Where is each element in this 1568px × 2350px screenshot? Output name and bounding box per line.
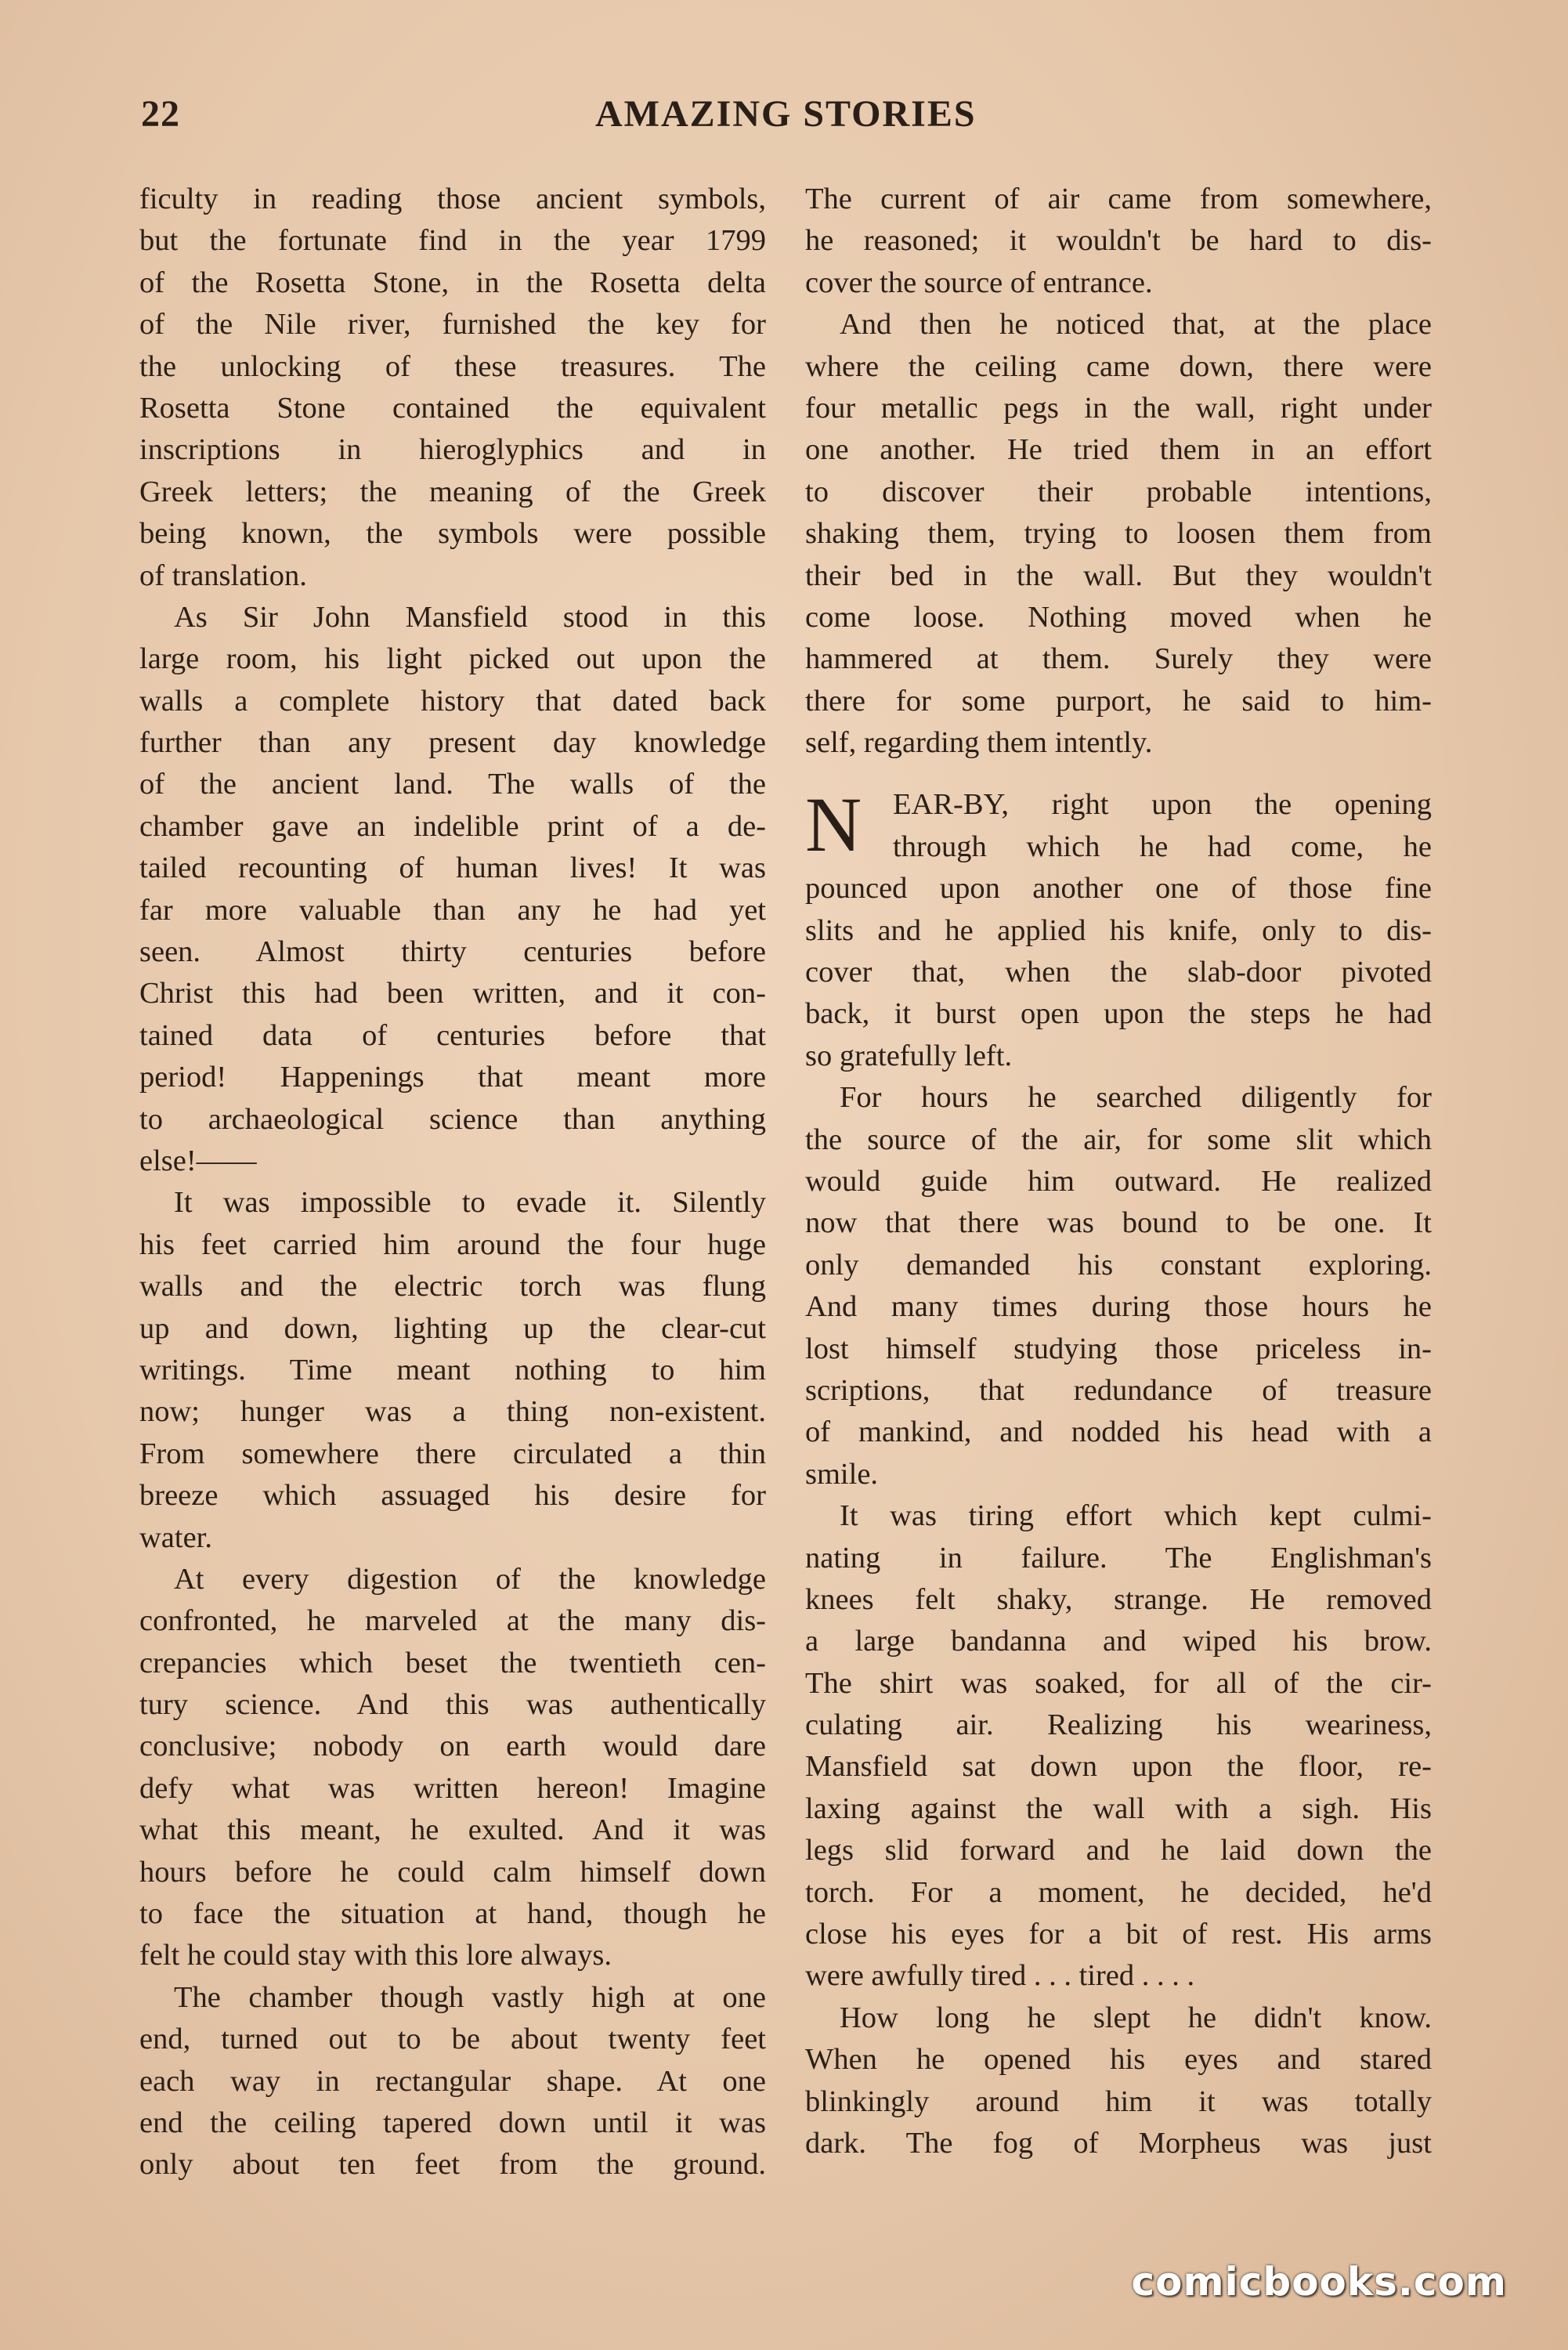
text-line: else!—— (139, 1144, 257, 1177)
text-line: back, it burst open upon the steps he had (805, 997, 1432, 1031)
text-line: defy what was written hereon! Imagine (139, 1771, 766, 1805)
text-line: And then he noticed that, at the place (840, 308, 1432, 342)
dropcap-letter: N (805, 781, 862, 869)
text-line: It was tiring effort which kept culmi- (840, 1499, 1432, 1533)
text-line: torch. For a moment, he decided, he'd (805, 1875, 1432, 1909)
text-line: slits and he applied his knife, only to dis- (805, 913, 1432, 947)
page-header (141, 92, 1433, 147)
text-line: walls and the electric torch was flung (139, 1270, 766, 1303)
text-line: pounced upon another one of those fine (805, 872, 1432, 906)
text-line: tury science. And this was authentically (139, 1688, 766, 1722)
text-line: the unlocking of these treasures. The (139, 349, 766, 383)
text-line: his feet carried him around the four huge (139, 1227, 766, 1261)
text-line: large room, his light picked out upon the (139, 642, 766, 676)
text-line: so gratefully left. (805, 1039, 1013, 1072)
text-line: a large bandanna and wiped his brow. (805, 1625, 1432, 1658)
text-line: water. (139, 1520, 212, 1554)
text-line: writings. Time meant nothing to him (139, 1353, 766, 1386)
text-line: walls a complete history that dated back (139, 684, 766, 718)
text-line: up and down, lighting up the clear-cut (139, 1311, 766, 1345)
text-line: being known, the symbols were possible (139, 517, 766, 551)
text-line: legs slid forward and he laid down the (805, 1834, 1432, 1867)
text-line: Christ this had been written, and it con- (139, 977, 766, 1010)
text-line: breeze which assuaged his desire for (139, 1479, 766, 1513)
text-line: The chamber though vastly high at one (174, 1980, 766, 2014)
text-line: end, turned out to be about twenty feet (139, 2023, 766, 2056)
text-line: period! Happenings that meant more (139, 1061, 766, 1094)
text-line: only about ten feet from the ground. (139, 2148, 766, 2182)
text-line: self, regarding them intently. (805, 726, 1153, 760)
text-line: further than any present day knowledge (139, 726, 766, 760)
text-line: where the ceiling came down, there were (805, 349, 1432, 383)
text-line: scriptions, that redundance of treasure (805, 1373, 1432, 1407)
text-line: ficulty in reading those ancient symbols, (139, 183, 766, 215)
text-line: From somewhere there circulated a thin (139, 1437, 766, 1470)
text-line: their bed in the wall. But they wouldn't (805, 559, 1432, 592)
text-line: tained data of centuries before that (139, 1018, 766, 1052)
text-line: Greek letters; the meaning of the Greek (139, 475, 766, 508)
site-watermark: comicbooks.com (1131, 2259, 1507, 2305)
text-line: How long he slept he didn't know. (840, 2001, 1432, 2034)
text-line: he reasoned; it wouldn't be hard to dis- (805, 224, 1432, 258)
text-line: Rosetta Stone contained the equivalent (139, 391, 766, 425)
text-line: felt he could stay with this lore always. (139, 1939, 612, 1972)
text-line: each way in rectangular shape. At one (139, 2064, 766, 2098)
page-number: 22 (141, 93, 180, 135)
text-line: crepancies which beset the twentieth cen- (139, 1646, 766, 1679)
text-line: would guide him outward. He realized (805, 1164, 1432, 1198)
text-line: nating in failure. The Englishman's (805, 1541, 1432, 1574)
text-line: hours before he could calm himself down (139, 1855, 766, 1889)
text-line: but the fortunate find in the year 1799 (139, 224, 766, 258)
text-line: laxing against the wall with a sigh. His (805, 1791, 1432, 1825)
text-line: When he opened his eyes and stared (805, 2043, 1432, 2077)
text-line: Mansfield sat down upon the floor, re- (805, 1750, 1432, 1784)
text-line: It was impossible to evade it. Silently (174, 1186, 766, 1220)
text-line: conclusive; nobody on earth would dare (139, 1730, 766, 1763)
text-line: were awfully tired . . . tired . . . . (805, 1959, 1195, 1993)
text-line: tailed recounting of human lives! It was (139, 851, 766, 885)
text-line: lost himself studying those priceless in- (805, 1332, 1432, 1365)
running-title: AMAZING STORIES (595, 93, 977, 135)
text-line: hammered at them. Surely they were (805, 642, 1432, 676)
text-line: blinkingly around him it was totally (805, 2084, 1432, 2118)
text-line: inscriptions in hieroglyphics and in (139, 433, 766, 467)
text-line: to discover their probable intentions, (805, 475, 1432, 508)
text-line: now; hunger was a thing non-existent. (139, 1395, 766, 1429)
text-line: culating air. Realizing his weariness, (805, 1708, 1432, 1742)
text-line: of mankind, and nodded his head with a (805, 1415, 1432, 1449)
text-line: confronted, he marveled at the many dis- (139, 1604, 766, 1638)
text-line: And many times during those hours he (805, 1290, 1432, 1324)
text-line: now that there was bound to be one. It (805, 1206, 1432, 1240)
text-line: of translation. (139, 559, 307, 592)
right-column-upper-text (805, 179, 1432, 764)
text-line: four metallic pegs in the wall, right under (805, 391, 1432, 425)
text-line: what this meant, he exulted. And it was (139, 1813, 766, 1847)
text-line: dark. The fog of Morpheus was just (805, 2126, 1432, 2160)
text-line: cover that, when the slab-door pivoted (805, 956, 1432, 989)
text-line: the source of the air, for some slit which (805, 1123, 1432, 1156)
text-line: As Sir John Mansfield stood in this (174, 600, 766, 634)
text-line: knees felt shaky, strange. He removed (805, 1582, 1432, 1616)
right-text-column (805, 179, 1432, 2164)
text-line: end the ceiling tapered down until it was (139, 2106, 766, 2139)
text-line: one another. He tried them in an effort (805, 433, 1432, 467)
text-line: seen. Almost thirty centuries before (139, 935, 766, 969)
text-line: of the Nile river, furnished the key for (139, 308, 766, 342)
text-line: far more valuable than any he had yet (139, 893, 766, 927)
text-line: of the Rosetta Stone, in the Rosetta delta (139, 266, 766, 299)
text-line: close his eyes for a bit of rest. His arms (805, 1918, 1432, 1951)
text-line: chamber gave an indelible print of a de- (139, 809, 766, 843)
text-line: shaking them, trying to loosen them from (805, 517, 1432, 551)
text-line: smile. (805, 1457, 879, 1491)
text-line: to archaeological science than anything (139, 1102, 766, 1136)
text-line: EAR-BY, right upon the opening (893, 788, 1432, 822)
text-line: For hours he searched diligently for (840, 1081, 1432, 1115)
text-line: through which he had come, he (893, 830, 1432, 863)
text-line: there for some purport, he said to him- (805, 684, 1432, 718)
text-line: cover the source of entrance. (805, 266, 1153, 299)
text-line: come loose. Nothing moved when he (805, 600, 1432, 634)
section-break (805, 764, 1432, 784)
left-text-column (139, 179, 766, 2186)
right-column-lower-text (805, 868, 1432, 2164)
text-line: The shirt was soaked, for all of the cir- (805, 1666, 1432, 1700)
text-line: to face the situation at hand, though he (139, 1897, 766, 1931)
text-line: At every digestion of the knowledge (174, 1562, 766, 1596)
dropcap-paragraph-start (805, 781, 1432, 869)
text-line: of the ancient land. The walls of the (139, 768, 766, 801)
text-line: only demanded his constant exploring. (805, 1248, 1432, 1282)
text-line: The current of air came from somewhere, (805, 183, 1432, 215)
